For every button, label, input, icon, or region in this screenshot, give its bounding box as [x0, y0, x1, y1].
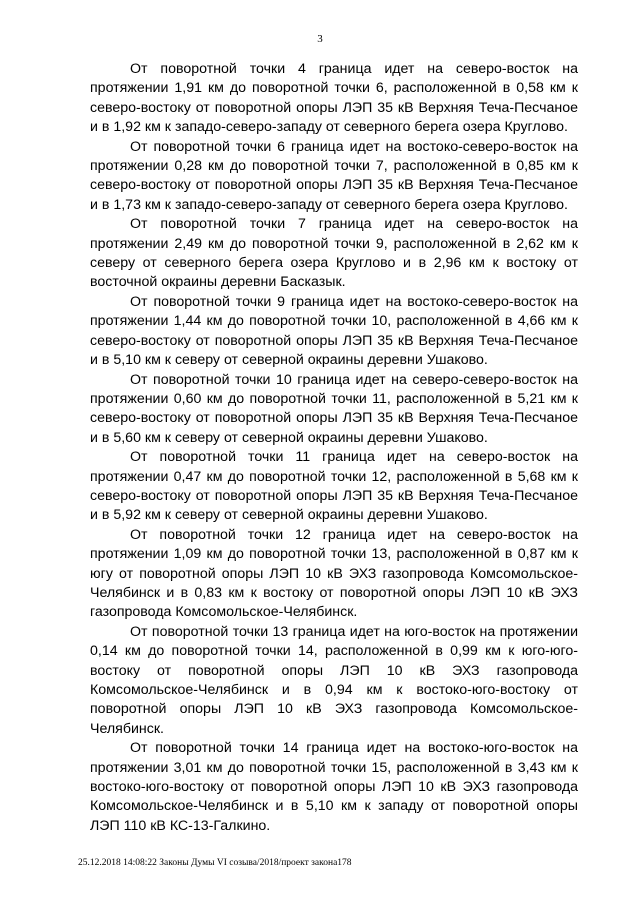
paragraph-point-14: От поворотной точки 14 граница идет на востоко-юго-восток на протяжении 3,01 км до поворотной точки 15, расположенной в 3,43 км к востоко-юго-востоку от поворотной опоры ЛЭП 10 кВ ЭХЗ газопровода Комсомольское-Челябинск и в 5,10 км к западу от поворотной опоры ЛЭП 110 кВ КС-13-Галкино.	[90, 740, 578, 834]
document-footer: 25.12.2018 14:08:22 Законы Думы VI созыва/2018/проект закона178	[78, 858, 352, 868]
paragraph-point-11: От поворотной точки 11 граница идет на северо-восток на протяжении 0,47 км до поворотной точки 12, расположенной в 5,68 км к северо-востоку от поворотной опоры ЛЭП 35 кВ Верхняя Теча-Песчаное и в 5,92 км к северу от северной окраины деревни Ушаково.	[90, 449, 578, 524]
paragraph-point-10: От поворотной точки 10 граница идет на северо-северо-восток на протяжении 0,60 км до поворотной точки 11, расположенной в 5,21 км к северо-востоку от поворотной опоры ЛЭП 35 кВ Верхняя Теча-Песчаное и в 5,60 км к северу от северной окраины деревни Ушаково.	[90, 371, 578, 446]
paragraph-point-4: От поворотной точки 4 граница идет на северо-восток на протяжении 1,91 км до поворотной точки 6, расположенной в 0,58 км к северо-востоку от поворотной опоры ЛЭП 35 кВ Верхняя Теча-Песчаное и в 1,92 км к западо-северо-западу от северного берега озера Круглово.	[90, 61, 578, 136]
paragraph-point-13: От поворотной точки 13 граница идет на юго-восток на протяжении 0,14 км до поворотной точки 14, расположенной в 0,99 км к юго-юго-востоку от поворотной опоры ЛЭП 10 кВ ЭХЗ газопровода Комсомольское-Челябинск и в 0,94 км к востоко-юго-востоку от поворотной опоры ЛЭП 10 кВ ЭХЗ газопровода Комсомольское-Челябинск.	[90, 623, 578, 737]
paragraph-point-12: От поворотной точки 12 граница идет на северо-восток на протяжении 1,09 км до поворотной точки 13, расположенной в 0,87 км к югу от поворотной опоры ЛЭП 10 кВ ЭХЗ газопровода Комсомольское-Челябинск и в 0,83 км к востоку от поворотной опоры ЛЭП 10 кВ ЭХЗ газопровода Комсомольское-Челябинск.	[90, 526, 578, 621]
paragraph-point-6: От поворотной точки 6 граница идет на востоко-северо-восток на протяжении 0,28 км до поворотной точки 7, расположенной в 0,85 км к северо-востоку от поворотной опоры ЛЭП 35 кВ Верхняя Теча-Песчаное и в 1,73 км к западо-северо-западу от северного берега озера Круглово.	[90, 138, 578, 213]
paragraph-point-9: От поворотной точки 9 граница идет на востоко-северо-восток на протяжении 1,44 км до поворотной точки 10, расположенной в 4,66 км к северо-востоку от поворотной опоры ЛЭП 35 кВ Верхняя Теча-Песчаное и в 5,10 км к северу от северной окраины деревни Ушаково.	[90, 293, 578, 369]
document-body	[90, 60, 578, 836]
paragraph-point-7: От поворотной точки 7 граница идет на северо-восток на протяжении 2,49 км до поворотной точки 9, расположенной в 2,62 км к северу от северного берега озера Круглово и в 2,96 км к востоку от восточной окраины деревни Басказык.	[90, 216, 578, 291]
page-number: 3	[317, 33, 323, 45]
